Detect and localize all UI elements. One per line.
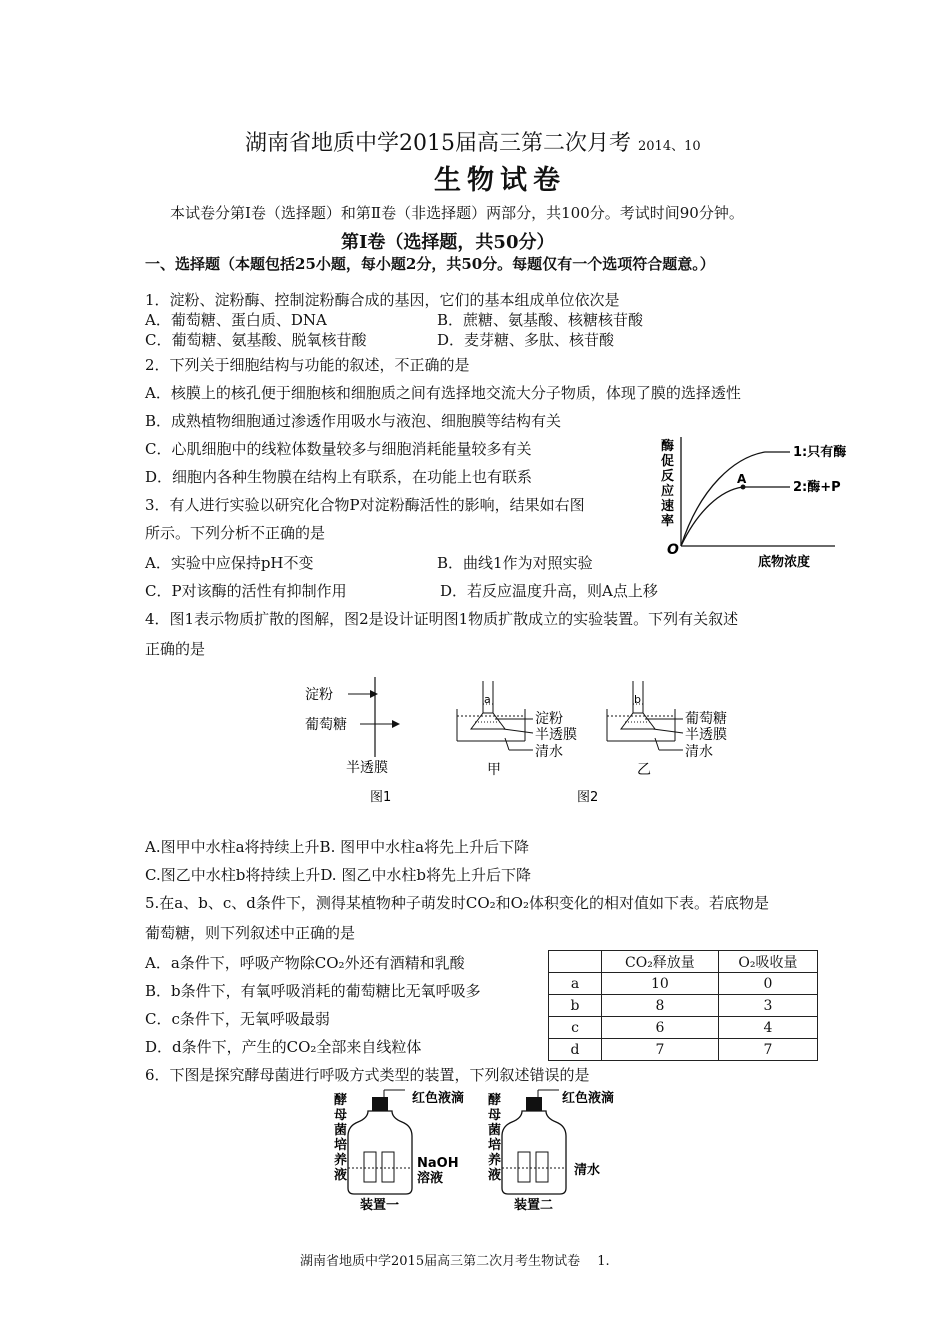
table-row xyxy=(549,1039,818,1061)
yi-name: 乙 xyxy=(637,762,651,778)
yi-label-glucose: 葡萄糖 xyxy=(685,711,727,727)
yi-tube-label: b xyxy=(634,693,641,706)
q1-option-d: D．麦芽糖、多肽、核苷酸 xyxy=(437,331,615,349)
side-label-char: 培 xyxy=(488,1138,502,1153)
q2-option-d: D．细胞内各种生物膜在结构上有联系，在功能上也有联系 xyxy=(145,468,533,486)
q5-stem-line2: 葡萄糖，则下列叙述中正确的是 xyxy=(145,924,356,942)
device-one-beaker-right xyxy=(382,1152,394,1182)
device-one-naoh-label: NaOH xyxy=(417,1156,459,1171)
fig1-glucose-label: 葡萄糖 xyxy=(305,717,347,733)
exam-intro: 本试卷分第Ⅰ卷（选择题）和第Ⅱ卷（非选择题）两部分，共100分。考试时间90分钟。 xyxy=(170,204,744,222)
table-cell: 4 xyxy=(718,1017,817,1039)
starch-arrow-head-icon xyxy=(370,690,378,698)
table-cell: a xyxy=(549,973,602,995)
q3-option-c: C．P对该酶的活性有抑制作用 xyxy=(145,582,347,600)
gas-exchange-table xyxy=(548,950,818,1061)
table-cell: 8 xyxy=(602,995,719,1017)
page-footer: 湖南省地质中学2015届高三第二次月考生物试卷 1. xyxy=(300,1254,610,1269)
curve-1-label: 1:只有酶 xyxy=(793,445,847,460)
side-label-char: 养 xyxy=(488,1153,502,1168)
device-two-water-label: 清水 xyxy=(574,1163,601,1178)
graph-y-label xyxy=(661,438,674,529)
apparatus-yi xyxy=(607,681,727,778)
q3-option-a: A．实验中应保持pH不变 xyxy=(145,554,314,572)
q6-stem: 6．下图是探究酵母菌进行呼吸方式类型的装置，下列叙述错误的是 xyxy=(145,1066,590,1084)
q1-option-c: C．葡萄糖、氨基酸、脱氧核苷酸 xyxy=(145,331,367,349)
device-one-flask xyxy=(348,1111,412,1194)
q3-stem-line2: 所示。下列分析不正确的是 xyxy=(145,524,326,542)
table-header-row xyxy=(549,951,818,973)
fig2-caption: 图2 xyxy=(577,790,599,805)
fig1-starch-label: 淀粉 xyxy=(305,687,333,703)
table-cell: 10 xyxy=(602,973,719,995)
jia-name: 甲 xyxy=(487,762,501,778)
exam-title-date: 2014、10 xyxy=(638,139,701,154)
table-cell: 0 xyxy=(718,973,817,995)
table-header-cell: CO₂释放量 xyxy=(602,951,719,973)
jia-funnel xyxy=(471,713,505,729)
y-label-char: 率 xyxy=(661,514,675,529)
table-cell: 6 xyxy=(602,1017,719,1039)
side-label-char: 液 xyxy=(334,1168,348,1183)
table-header-cell: O₂吸收量 xyxy=(718,951,817,973)
device-one-drop-label: 红色液滴 xyxy=(412,1091,465,1106)
figure-1-diffusion xyxy=(300,672,410,807)
glucose-arrow-head-icon xyxy=(392,720,400,728)
yi-label-membrane: 半透膜 xyxy=(685,727,727,743)
section1-heading: 一、选择题（本题包括25小题，每小题2分，共50分。每题仅有一个选项符合题意。） xyxy=(145,255,715,273)
table-row xyxy=(549,1017,818,1039)
q2-option-c: C．心肌细胞中的线粒体数量较多与细胞消耗能量较多有关 xyxy=(145,440,532,458)
yeast-respiration-apparatus xyxy=(330,1088,650,1213)
side-label-char: 菌 xyxy=(488,1123,502,1138)
figure-2-apparatus xyxy=(455,676,755,808)
side-label-char: 母 xyxy=(488,1108,502,1123)
device-two-stopper xyxy=(526,1097,542,1111)
q2-option-a: A．核膜上的核孔便于细胞核和细胞质之间有选择地交流大分子物质，体现了膜的选择透性 xyxy=(145,384,741,402)
q3-option-d: D．若反应温度升高，则A点上移 xyxy=(440,582,658,600)
side-label-char: 液 xyxy=(488,1168,502,1183)
jia-label-water: 清水 xyxy=(535,744,563,760)
q4-options-ab: A.图甲中水柱a将持续上升B. 图甲中水柱a将先上升后下降 xyxy=(145,838,530,856)
fig1-membrane-label: 半透膜 xyxy=(346,760,388,776)
q5-option-a: A．a条件下，呼吸产物除CO₂外还有酒精和乳酸 xyxy=(145,954,465,972)
q5-stem-line1: 5.在a、b、c、d条件下，测得某植物种子萌发时CO₂和O₂体积变化的相对值如下表。若底物是 xyxy=(145,894,769,912)
side-label-char: 菌 xyxy=(334,1123,348,1138)
q4-stem-line2: 正确的是 xyxy=(145,640,206,658)
jia-label-starch: 淀粉 xyxy=(535,711,563,727)
side-label-char: 母 xyxy=(334,1108,348,1123)
q5-option-c: C．c条件下，无氧呼吸最弱 xyxy=(145,1010,330,1028)
yi-leader-3 xyxy=(655,738,659,750)
device-one-name: 装置一 xyxy=(360,1198,400,1213)
table-row xyxy=(549,973,818,995)
jia-leader-3 xyxy=(505,738,509,750)
subject-title: 生物试卷 xyxy=(434,165,566,196)
point-a-label: A xyxy=(737,472,747,486)
yi-funnel xyxy=(621,713,655,729)
side-label-char: 培 xyxy=(334,1138,348,1153)
device-one xyxy=(334,1090,464,1213)
side-label-char: 酵 xyxy=(488,1093,502,1108)
q5-option-b: B．b条件下，有氧呼吸消耗的葡萄糖比无氧呼吸多 xyxy=(145,982,481,1000)
jia-tube-label: a xyxy=(484,693,491,706)
q1-option-a: A．葡萄糖、蛋白质、DNA xyxy=(145,311,327,329)
y-label-char: 应 xyxy=(661,484,675,499)
device-two-drop-label: 红色液滴 xyxy=(562,1091,615,1106)
y-label-char: 酶 xyxy=(661,439,675,454)
exam-title xyxy=(245,126,701,157)
q4-options-cd: C.图乙中水柱b将持续上升D. 图乙中水柱b将先上升后下降 xyxy=(145,866,531,884)
yi-label-water: 清水 xyxy=(685,744,713,760)
device-two-beaker-left xyxy=(518,1152,530,1182)
device-two-flask xyxy=(502,1111,566,1194)
side-label-char: 酵 xyxy=(334,1093,348,1108)
graph-origin: O xyxy=(667,542,679,558)
y-label-char: 促 xyxy=(661,454,675,469)
device-one-solution-label: 溶液 xyxy=(417,1171,444,1186)
table-cell: b xyxy=(549,995,602,1017)
device-one-beaker-left xyxy=(364,1152,376,1182)
table-cell: 7 xyxy=(718,1039,817,1061)
q3-stem-line1: 3．有人进行实验以研究化合物P对淀粉酶活性的影响，结果如右图 xyxy=(145,496,585,514)
exam-title-main: 湖南省地质中学2015届高三第二次月考 xyxy=(245,131,631,156)
device-two-side-label xyxy=(488,1092,501,1183)
table-header-cell xyxy=(549,951,602,973)
jia-label-membrane: 半透膜 xyxy=(535,727,577,743)
curve-2-label: 2:酶+P xyxy=(793,480,841,495)
table-cell: 3 xyxy=(718,995,817,1017)
device-one-side-label xyxy=(334,1092,347,1183)
yi-leader-2 xyxy=(653,729,683,733)
y-label-char: 反 xyxy=(661,469,675,484)
jia-leader-2 xyxy=(503,729,533,733)
table-cell: d xyxy=(549,1039,602,1061)
q1-stem: 1．淀粉、淀粉酶、控制淀粉酶合成的基因，它们的基本组成单位依次是 xyxy=(145,291,620,309)
curve-1 xyxy=(681,452,790,546)
device-two xyxy=(488,1090,614,1213)
q4-stem-line1: 4．图1表示物质扩散的图解，图2是设计证明图1物质扩散成立的实验装置。下列有关叙述 xyxy=(145,610,739,628)
curve-2 xyxy=(681,487,790,546)
table-row xyxy=(549,995,818,1017)
q2-stem: 2．下列关于细胞结构与功能的叙述，不正确的是 xyxy=(145,356,470,374)
q3-option-b: B．曲线1作为对照实验 xyxy=(437,554,593,572)
side-label-char: 养 xyxy=(334,1153,348,1168)
device-two-name: 装置二 xyxy=(514,1198,554,1213)
q5-option-d: D．d条件下，产生的CO₂全部来自线粒体 xyxy=(145,1038,422,1056)
table-cell: 7 xyxy=(602,1039,719,1061)
table-cell: c xyxy=(549,1017,602,1039)
apparatus-jia xyxy=(457,681,577,778)
graph-x-label: 底物浓度 xyxy=(758,555,811,570)
device-one-stopper xyxy=(372,1097,388,1111)
q1-option-b: B．蔗糖、氨基酸、核糖核苷酸 xyxy=(437,311,644,329)
device-two-beaker-right xyxy=(536,1152,548,1182)
y-label-char: 速 xyxy=(661,499,675,514)
fig1-caption: 图1 xyxy=(370,790,392,805)
q2-option-b: B．成熟植物细胞通过渗透作用吸水与液泡、细胞膜等结构有关 xyxy=(145,412,562,430)
part1-heading: 第Ⅰ卷（选择题，共50分） xyxy=(341,232,555,253)
enzyme-rate-graph xyxy=(655,432,865,572)
